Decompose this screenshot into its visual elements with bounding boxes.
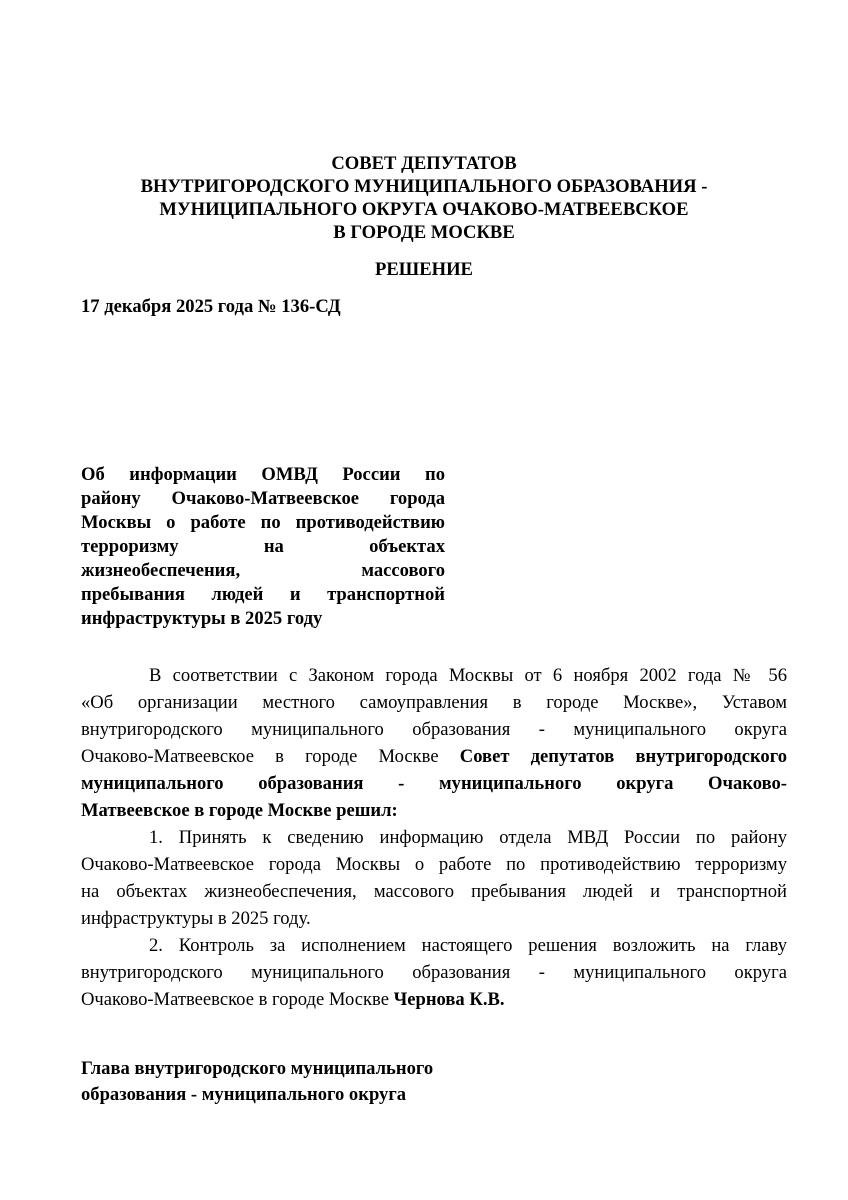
preamble-line (81, 743, 787, 770)
decision-date-number: 17 декабря 2025 года № 136-СД (81, 296, 341, 317)
preamble-line: «Об организации местного самоуправления в городе Москве», Уставом (81, 692, 787, 713)
header-line: ВНУТРИГОРОДСКОГО МУНИЦИПАЛЬНОГО ОБРАЗОВАНИЯ - (140, 176, 708, 197)
responsible-person: Чернова К.В. (393, 989, 505, 1010)
item-line: 2. Контроль за исполнением настоящего решения возложить на главу (149, 935, 787, 956)
preamble-line: внутригородского муниципального образования - муниципального округа (81, 719, 787, 740)
preamble-line: муниципального образования - муниципального округа Очаково- (81, 773, 787, 794)
item-line: на объектах жизнеобеспечения, массового пребывания людей и транспортной (81, 881, 787, 902)
item-text: Очаково-Матвеевское в городе Москве (81, 989, 394, 1010)
subject-line: пребывания людей и транспортной (81, 584, 445, 605)
preamble-text: Очаково-Матвеевское в городе Москве (81, 746, 460, 767)
header-line: СОВЕТ ДЕПУТАТОВ (331, 153, 517, 174)
item-line (81, 986, 787, 1013)
signature-block (81, 1056, 433, 1108)
subject-line: Об информации ОМВД России по (81, 464, 445, 485)
preamble-line: В соответствии с Законом города Москвы от 6 ноября 2002 года № 56 (149, 665, 787, 686)
item-line: Очаково-Матвеевское города Москвы о работе по противодействию терроризму (81, 854, 787, 875)
subject-line: Москвы о работе по противодействию (81, 512, 445, 533)
document-type-title: РЕШЕНИЕ (375, 259, 473, 280)
item-line: инфраструктуры в 2025 году. (81, 908, 311, 929)
preamble-paragraph (81, 662, 787, 824)
signature-line: Глава внутригородского муниципального (81, 1058, 434, 1079)
decision-subject (81, 463, 445, 631)
decision-item-1 (81, 824, 787, 932)
decision-body (81, 662, 787, 1013)
subject-line: жизнеобеспечения, массового (81, 560, 445, 581)
header-line: МУНИЦИПАЛЬНОГО ОКРУГА ОЧАКОВО-МАТВЕЕВСКОЕ (159, 199, 689, 220)
subject-line: терроризму на объектах (81, 536, 445, 557)
preamble-bold-text: Совет депутатов внутригородского (459, 746, 787, 767)
preamble-line: Матвеевское в городе Москве решил: (81, 800, 398, 821)
item-line: внутригородского муниципального образования - муниципального округа (81, 962, 787, 983)
signature-line: образования - муниципального округа (81, 1084, 407, 1105)
subject-line: инфраструктуры в 2025 году (81, 608, 323, 629)
item-line: 1. Принять к сведению информацию отдела МВД России по району (149, 827, 787, 848)
decision-item-2 (81, 932, 787, 1013)
issuer-header (80, 152, 768, 244)
header-line: В ГОРОДЕ МОСКВЕ (333, 222, 515, 243)
subject-line: району Очаково-Матвеевское города (81, 488, 445, 509)
